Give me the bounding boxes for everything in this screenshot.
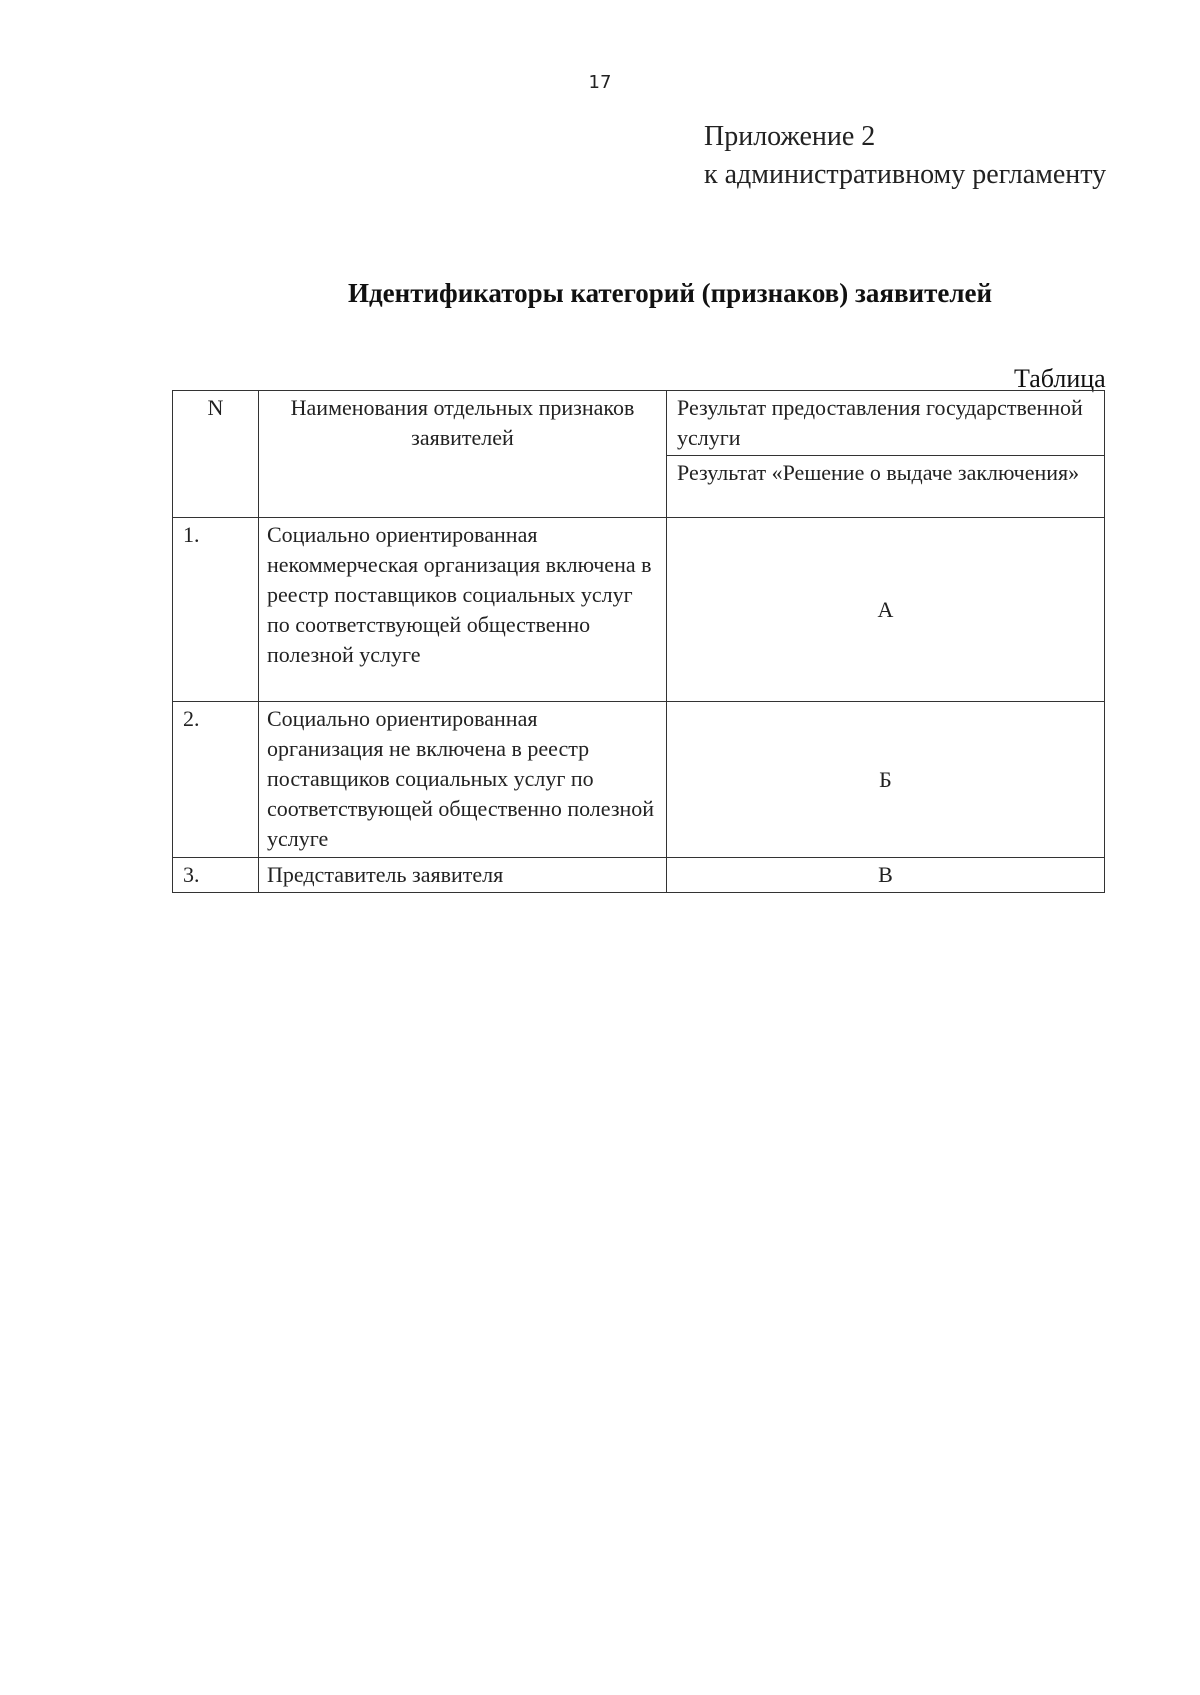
- header-name: Наименования отдельных признаков заявителей: [259, 391, 667, 518]
- row-number: 3.: [173, 858, 259, 893]
- header-result-sub: Результат «Решение о выдаче заключения»: [667, 456, 1105, 518]
- table-caption: Таблица: [1014, 364, 1106, 393]
- document-title: Идентификаторы категорий (признаков) заявителей: [348, 278, 993, 308]
- row-result: А: [667, 518, 1105, 702]
- row-result: В: [667, 858, 1105, 893]
- row-number: 1.: [173, 518, 259, 702]
- row-name: Социально ориентированная некоммерческая организация включена в реестр поставщиков социальных услуг по соответствующей общественно полезной услуге: [259, 518, 667, 702]
- row-number: 2.: [173, 702, 259, 858]
- table-row: [173, 518, 1105, 702]
- applicant-categories-table: [172, 390, 1105, 893]
- table-header-row: [173, 391, 1105, 456]
- appendix-line-2: к административному регламенту: [704, 159, 1107, 190]
- header-result: Результат предоставления государственной услуги: [667, 391, 1105, 456]
- table-row: [173, 702, 1105, 858]
- table-row: [173, 858, 1105, 893]
- row-result: Б: [667, 702, 1105, 858]
- row-name: Представитель заявителя: [259, 858, 667, 893]
- page-number: 17: [588, 72, 612, 93]
- appendix-line-1: Приложение 2: [704, 121, 876, 152]
- row-name: Социально ориентированная организация не включена в реестр поставщиков социальных услуг по соответствующей общественно полезной услуге: [259, 702, 667, 858]
- header-n: N: [173, 391, 259, 518]
- appendix-reference: [704, 118, 1106, 194]
